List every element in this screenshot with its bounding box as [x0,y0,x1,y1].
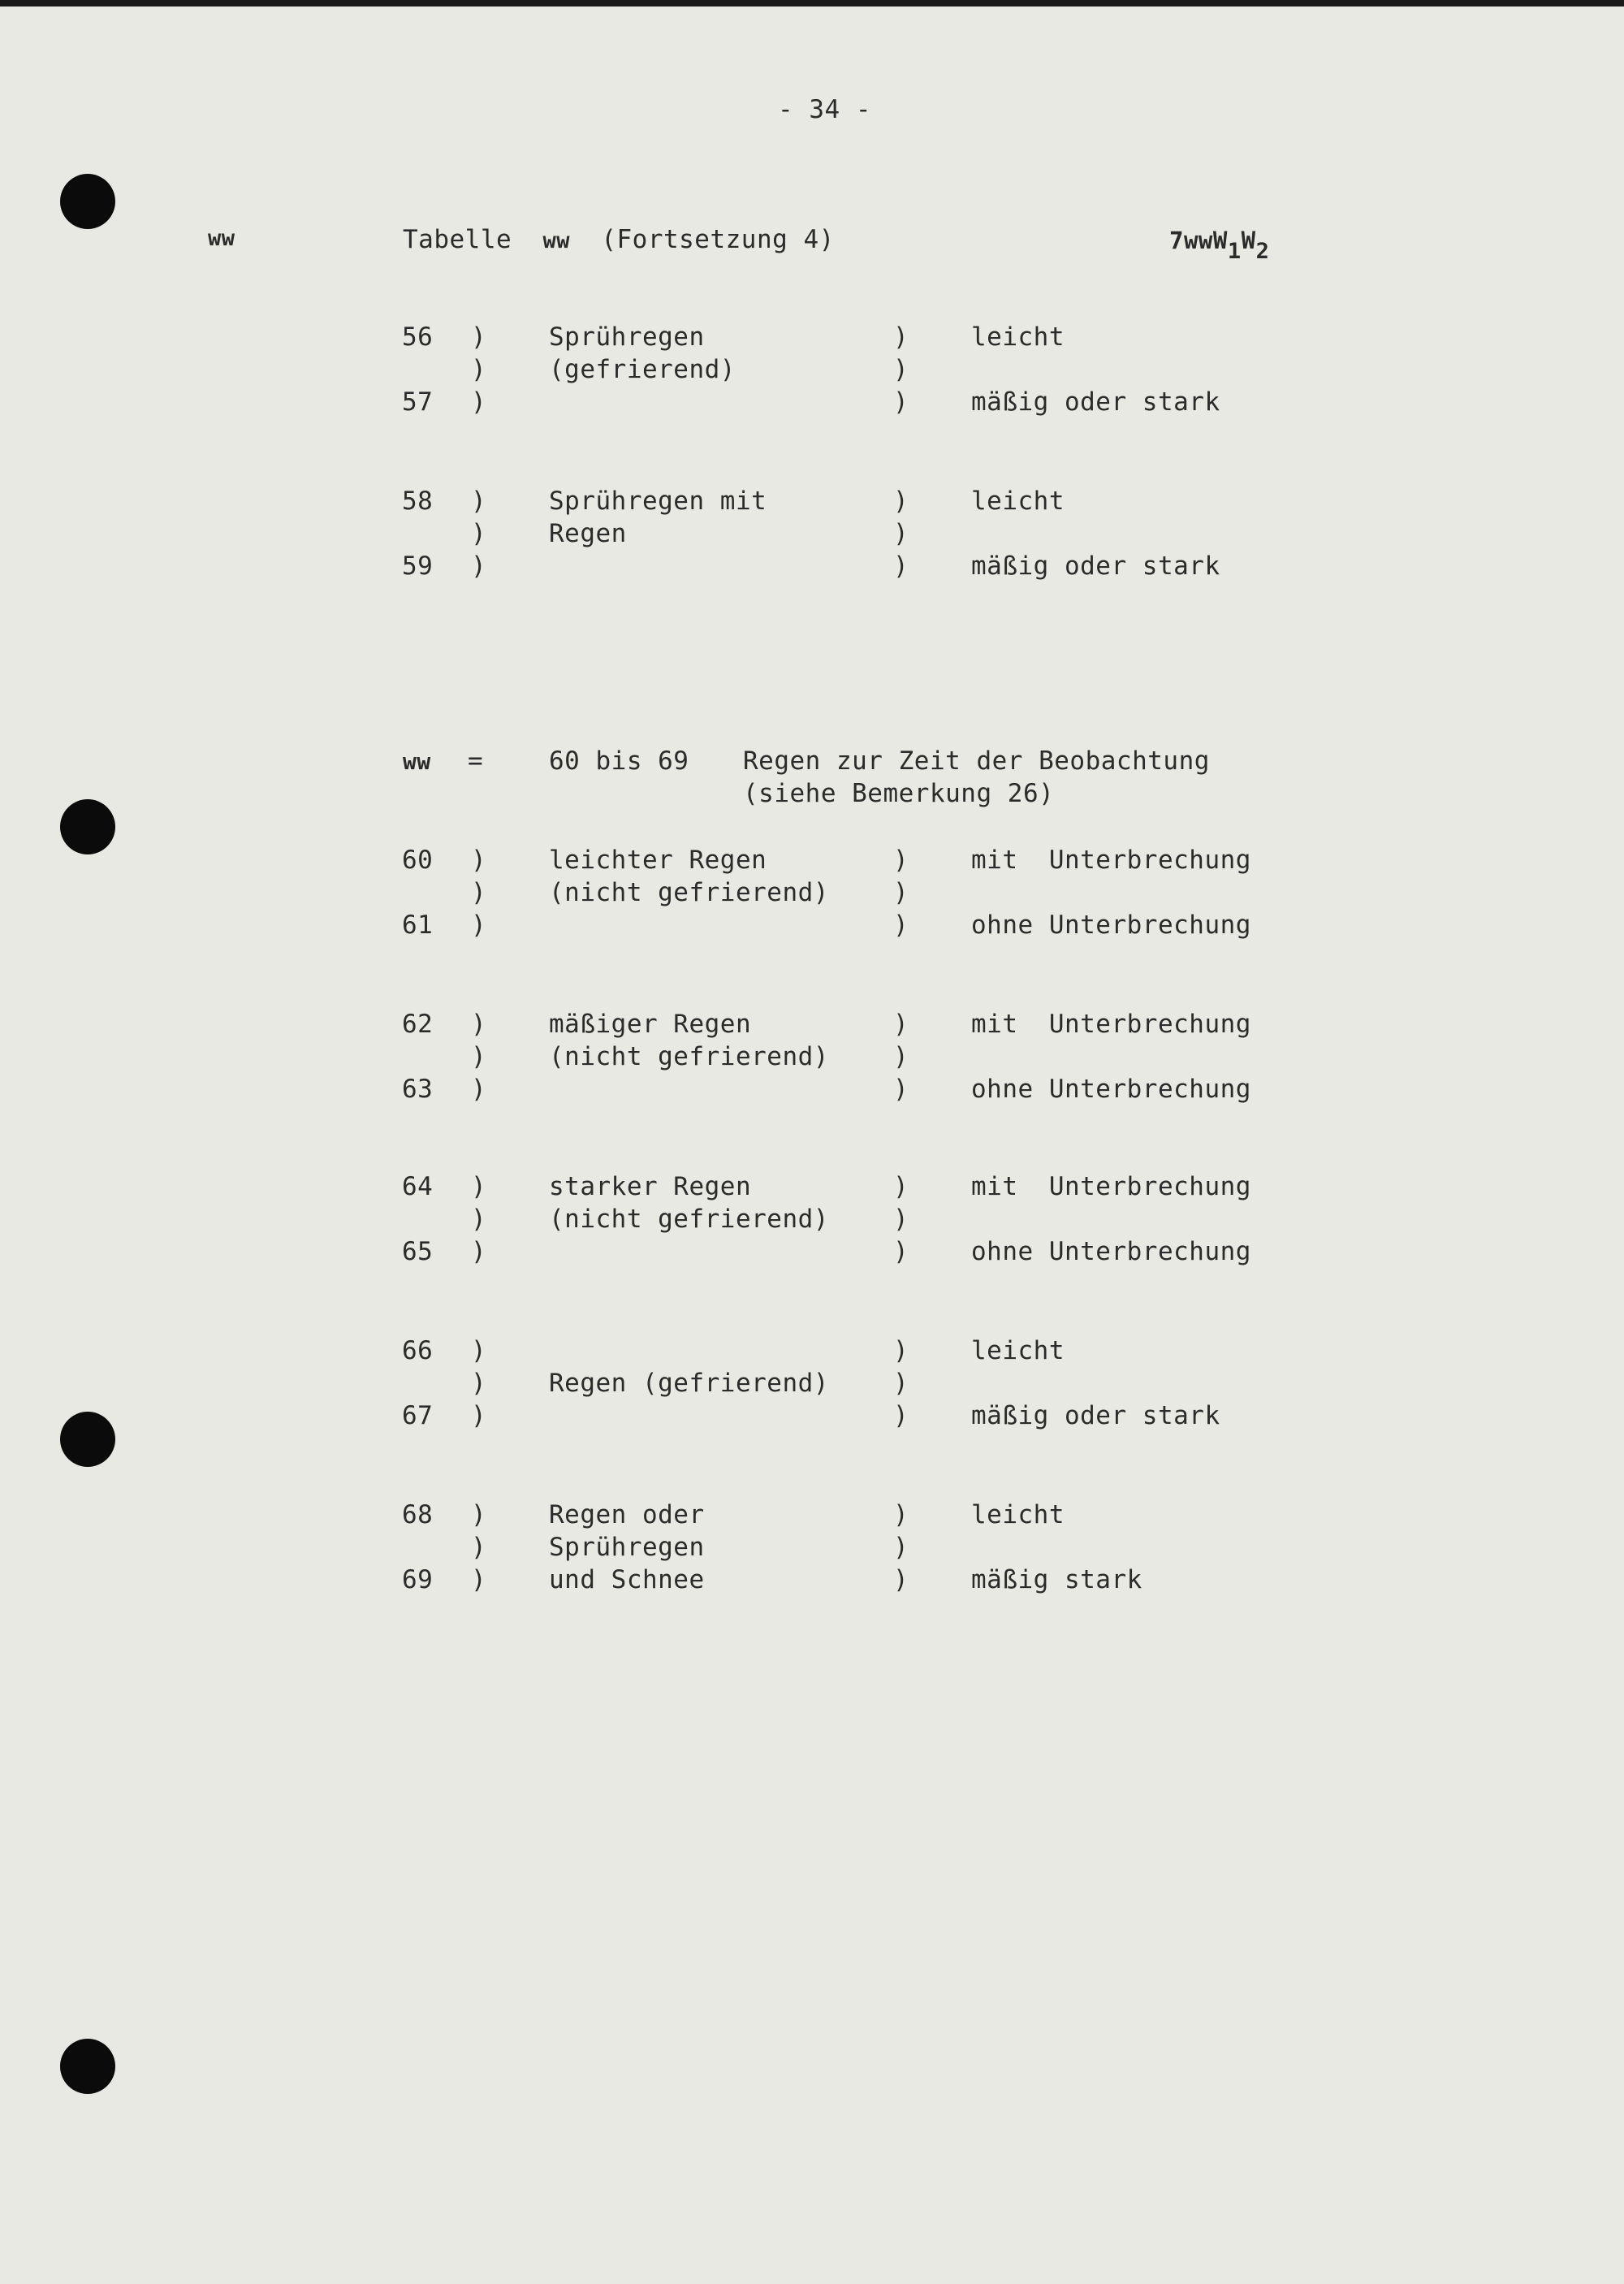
bracket: ) [471,1533,487,1562]
bracket: ) [471,1336,487,1365]
code-number: 59 [402,552,434,581]
punch-hole [60,174,115,229]
bracket: ) [893,846,909,875]
row-description: mäßiger Regen [549,1010,752,1039]
row-description: leichter Regen [549,846,767,875]
bracket: ) [893,355,909,384]
row-qualifier: mäßig oder stark [971,552,1220,581]
page-number: - 34 - [778,95,871,124]
bracket: ) [471,1010,487,1039]
title-prefix: Tabelle [403,225,512,254]
section-subtitle: (siehe Bemerkung 26) [743,779,1055,808]
bracket: ) [471,322,487,352]
code-form-sub: 2 [1255,239,1270,264]
code-number: 58 [402,487,434,516]
code-form [1169,229,1269,262]
bracket: ) [471,487,487,516]
row-qualifier: leicht [971,487,1065,516]
row-description: (nicht gefrierend) [549,878,829,907]
row-description: (nicht gefrierend) [549,1042,829,1071]
row-description: Sprühregen [549,1533,705,1562]
row-qualifier: ohne Unterbrechung [971,911,1251,940]
section-code: ww [403,748,431,775]
code-number: 65 [402,1237,434,1266]
bracket: ) [471,878,487,907]
row-description: Sprühregen mit [549,487,767,516]
bracket: ) [893,387,909,417]
row-qualifier: mit Unterbrechung [971,846,1251,875]
bracket: ) [471,1205,487,1234]
bracket: ) [471,1565,487,1594]
bracket: ) [471,1369,487,1398]
bracket: ) [893,1401,909,1430]
row-qualifier: mäßig oder stark [971,1401,1220,1430]
code-number: 69 [402,1565,434,1594]
bracket: ) [893,1172,909,1201]
bracket: ) [471,1237,487,1266]
punch-hole [60,2039,115,2094]
code-number: 66 [402,1336,434,1365]
code-form-main: 7wwW [1169,227,1228,254]
title-code: ww [542,228,570,253]
title-suffix: (Fortsetzung 4) [601,225,835,254]
row-qualifier: leicht [971,1336,1065,1365]
scan-top-edge [0,0,1624,6]
row-description: Regen (gefrierend) [549,1369,829,1398]
bracket: ) [893,1565,909,1594]
section-equals: = [468,746,484,776]
bracket: ) [893,1205,909,1234]
row-qualifier: mit Unterbrechung [971,1172,1251,1201]
bracket: ) [893,322,909,352]
bracket: ) [893,1369,909,1398]
bracket: ) [471,355,487,384]
bracket: ) [471,1075,487,1104]
section-title: Regen zur Zeit der Beobachtung [743,746,1210,776]
row-qualifier: leicht [971,322,1065,352]
header-code: ww [208,226,235,251]
row-description: und Schnee [549,1565,705,1594]
bracket: ) [893,487,909,516]
bracket: ) [893,911,909,940]
row-qualifier: ohne Unterbrechung [971,1075,1251,1104]
code-number: 63 [402,1075,434,1104]
code-number: 61 [402,911,434,940]
code-number: 67 [402,1401,434,1430]
row-description: Sprühregen [549,322,705,352]
bracket: ) [893,1336,909,1365]
bracket: ) [471,387,487,417]
row-qualifier: mäßig stark [971,1565,1142,1594]
bracket: ) [893,519,909,548]
row-description: (nicht gefrierend) [549,1205,829,1234]
bracket: ) [471,1172,487,1201]
bracket: ) [893,1010,909,1039]
bracket: ) [893,878,909,907]
bracket: ) [893,1075,909,1104]
punch-hole [60,1412,115,1467]
row-description: Regen oder [549,1500,705,1529]
row-description: starker Regen [549,1172,752,1201]
bracket: ) [893,1237,909,1266]
row-description: (gefrierend) [549,355,736,384]
bracket: ) [471,519,487,548]
row-description: Regen [549,519,627,548]
bracket: ) [893,1042,909,1071]
bracket: ) [893,1533,909,1562]
code-form-sub: 1 [1227,239,1242,264]
punch-hole [60,799,115,854]
bracket: ) [471,911,487,940]
code-form-mid: W [1241,227,1256,254]
table-title [403,227,835,253]
section-range: 60 bis 69 [549,746,689,776]
code-number: 62 [402,1010,434,1039]
bracket: ) [471,1042,487,1071]
code-number: 57 [402,387,434,417]
row-qualifier: mäßig oder stark [971,387,1220,417]
row-qualifier: mit Unterbrechung [971,1010,1251,1039]
row-qualifier: leicht [971,1500,1065,1529]
code-number: 60 [402,846,434,875]
code-number: 68 [402,1500,434,1529]
bracket: ) [471,552,487,581]
bracket: ) [893,1500,909,1529]
bracket: ) [471,1500,487,1529]
bracket: ) [893,552,909,581]
code-number: 56 [402,322,434,352]
bracket: ) [471,846,487,875]
code-number: 64 [402,1172,434,1201]
row-qualifier: ohne Unterbrechung [971,1237,1251,1266]
bracket: ) [471,1401,487,1430]
